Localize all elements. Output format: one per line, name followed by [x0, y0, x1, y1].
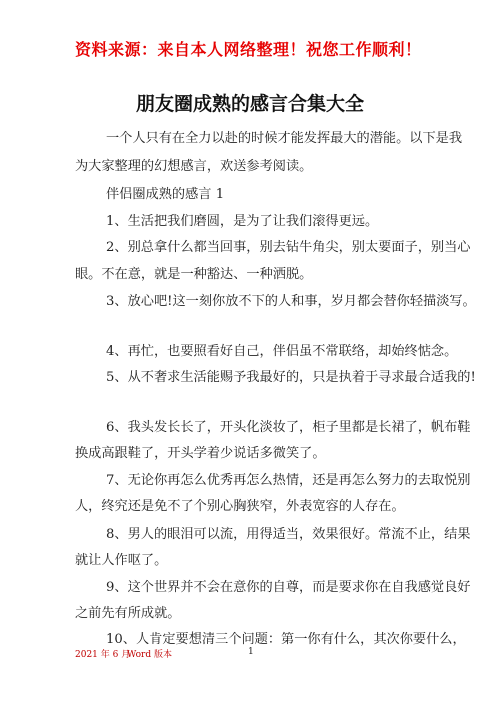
paragraph-line: 一个人只有在全力以赴的时候才能发挥最大的潜能。以下是我: [106, 131, 463, 146]
paragraph-line: 人，终究还是免不了个别心胸狭窄，外表宽容的人存在。: [75, 499, 405, 514]
paragraph-line: 6、我头发长长了，开头化淡妆了，柜子里都是长裙了，帆布鞋: [106, 420, 471, 435]
section-heading: 伴侣圈成熟的感言 1: [106, 187, 225, 202]
paragraph-line: 眼。不在意，就是一种豁达、一种洒脱。: [75, 267, 313, 282]
paragraph-line: 2、别总拿什么都当回事，别去钻牛角尖，别太要面子，别当心: [106, 240, 471, 255]
paragraph-line: 7、无论你再怎么优秀再怎么热情，还是再怎么努力的去取悦别: [106, 473, 471, 488]
paragraph-line: 3、放心吧!这一刻你放不下的人和事，岁月都会替你轻描淡写。: [106, 294, 476, 309]
paragraph-line: 为大家整理的幻想感言，欢送参考阅读。: [75, 159, 313, 174]
paragraph-line: 1、生活把我们磨圆，是为了让我们滚得更远。: [106, 214, 379, 229]
page-number: 1: [248, 647, 254, 657]
paragraph-line: 换成高跟鞋了，开头学着少说话多微笑了。: [75, 446, 326, 461]
paragraph-line: 9、这个世界并不会在意你的自尊，而是要求你在自我感觉良好: [106, 580, 471, 595]
paragraph-line: 就让人作呕了。: [75, 553, 168, 568]
paragraph-line: 之前先有所成就。: [75, 606, 181, 621]
footer-version: Word 版本: [127, 650, 172, 660]
document-title: 朋友圈成熟的感言合集大全: [135, 93, 364, 115]
paragraph-line: 5、从不奢求生活能赐予我最好的，只是执着于寻求最合适我的!: [106, 370, 476, 385]
paragraph-line: 4、再忙，也要照看好自己，伴侣虽不常联络，却始终惦念。: [106, 344, 458, 359]
source-banner: 资料来源：来自本人网络整理！祝您工作顺利！: [75, 40, 422, 59]
footer-date: 2021 年 6 月: [75, 650, 131, 660]
paragraph-line: 10、人肯定要想清三个问题：第一你有什么，其次你要什么，: [106, 632, 466, 647]
paragraph-line: 8、男人的眼泪可以流，用得适当，效果很好。常流不止，结果: [106, 527, 471, 542]
